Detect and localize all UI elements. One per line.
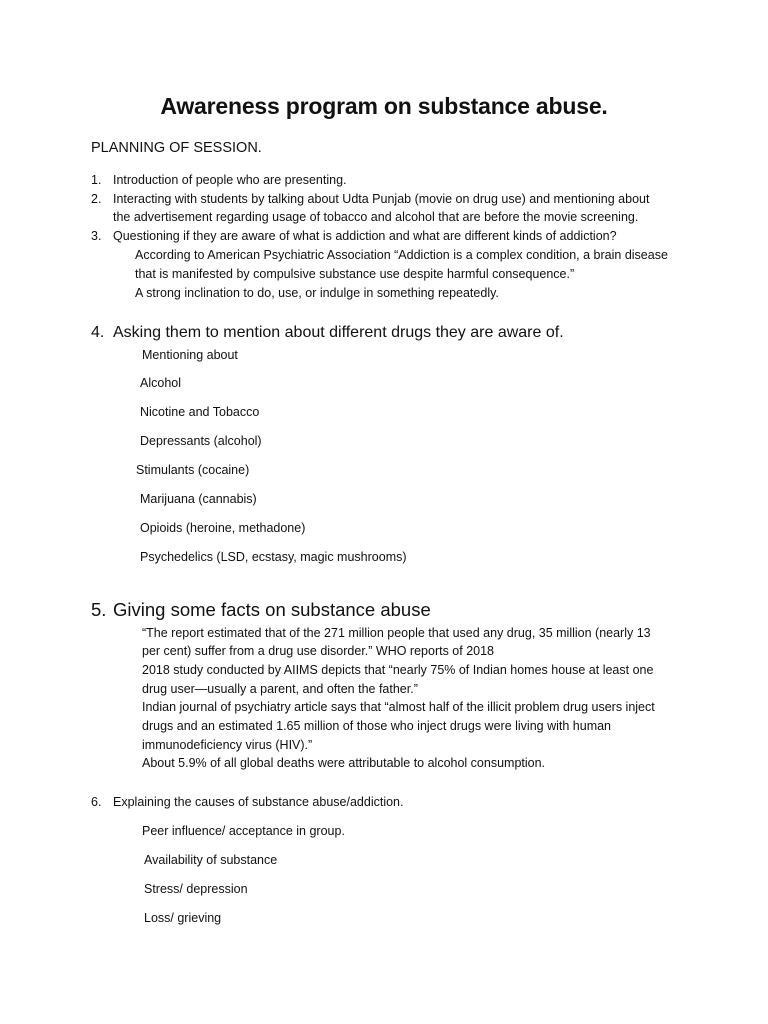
- drug-item: Alcohol: [140, 376, 181, 390]
- definition-line: that is manifested by compulsive substance use despite harmful consequence.”: [135, 267, 575, 281]
- list-number: 1.: [91, 173, 102, 187]
- drug-item: Psychedelics (LSD, ecstasy, magic mushrooms): [140, 550, 407, 564]
- section-intro: Mentioning about: [142, 348, 238, 362]
- definition-line: According to American Psychiatric Association “Addiction is a complex condition, a brain disease: [135, 248, 668, 262]
- fact-line: per cent) suffer from a drug use disorder.” WHO reports of 2018: [142, 644, 495, 658]
- section-heading: Explaining the causes of substance abuse/addiction.: [113, 795, 404, 809]
- cause-item: Peer influence/ acceptance in group.: [142, 824, 345, 838]
- page-title: Awareness program on substance abuse.: [160, 93, 608, 119]
- drug-item: Nicotine and Tobacco: [140, 405, 260, 419]
- section-number: 5.: [91, 599, 107, 620]
- fact-line: 2018 study conducted by AIIMS depicts that “nearly 75% of Indian homes house at least one: [142, 663, 654, 677]
- drug-item: Stimulants (cocaine): [136, 463, 250, 477]
- drug-item: Opioids (heroine, methadone): [140, 521, 306, 535]
- list-item-text: Questioning if they are aware of what is addiction and what are different kinds of addiction?: [113, 229, 617, 243]
- fact-line: immunodeficiency virus (HIV).”: [142, 738, 313, 752]
- session-subheading: PLANNING OF SESSION.: [91, 140, 262, 156]
- drug-item: Depressants (alcohol): [140, 434, 262, 448]
- fact-line: drug user—usually a parent, and often the father.”: [142, 682, 418, 696]
- cause-item: Availability of substance: [144, 853, 278, 867]
- list-item-text: Introduction of people who are presenting.: [113, 173, 347, 187]
- cause-item: Loss/ grieving: [144, 911, 222, 925]
- list-item-text: Interacting with students by talking about Udta Punjab (movie on drug use) and mentioning about: [113, 192, 650, 206]
- fact-line: Indian journal of psychiatry article says that “almost half of the illicit problem drug users inject: [142, 700, 655, 714]
- section-number: 6.: [91, 795, 102, 809]
- list-number: 3.: [91, 229, 102, 243]
- section-heading: Asking them to mention about different drugs they are aware of.: [113, 324, 564, 341]
- fact-line: “The report estimated that of the 271 million people that used any drug, 35 million (nearly 13: [142, 626, 651, 640]
- section-heading: Giving some facts on substance abuse: [113, 599, 431, 620]
- list-item-text: the advertisement regarding usage of tobacco and alcohol that are before the movie screening.: [113, 210, 639, 224]
- list-number: 2.: [91, 192, 102, 206]
- fact-line: drugs and an estimated 1.65 million of those who inject drugs were living with human: [142, 719, 612, 733]
- section-number: 4.: [91, 324, 105, 341]
- definition-line: A strong inclination to do, use, or indulge in something repeatedly.: [135, 286, 499, 300]
- cause-item: Stress/ depression: [144, 882, 248, 896]
- drug-item: Marijuana (cannabis): [140, 492, 257, 506]
- fact-line: About 5.9% of all global deaths were attributable to alcohol consumption.: [142, 756, 546, 770]
